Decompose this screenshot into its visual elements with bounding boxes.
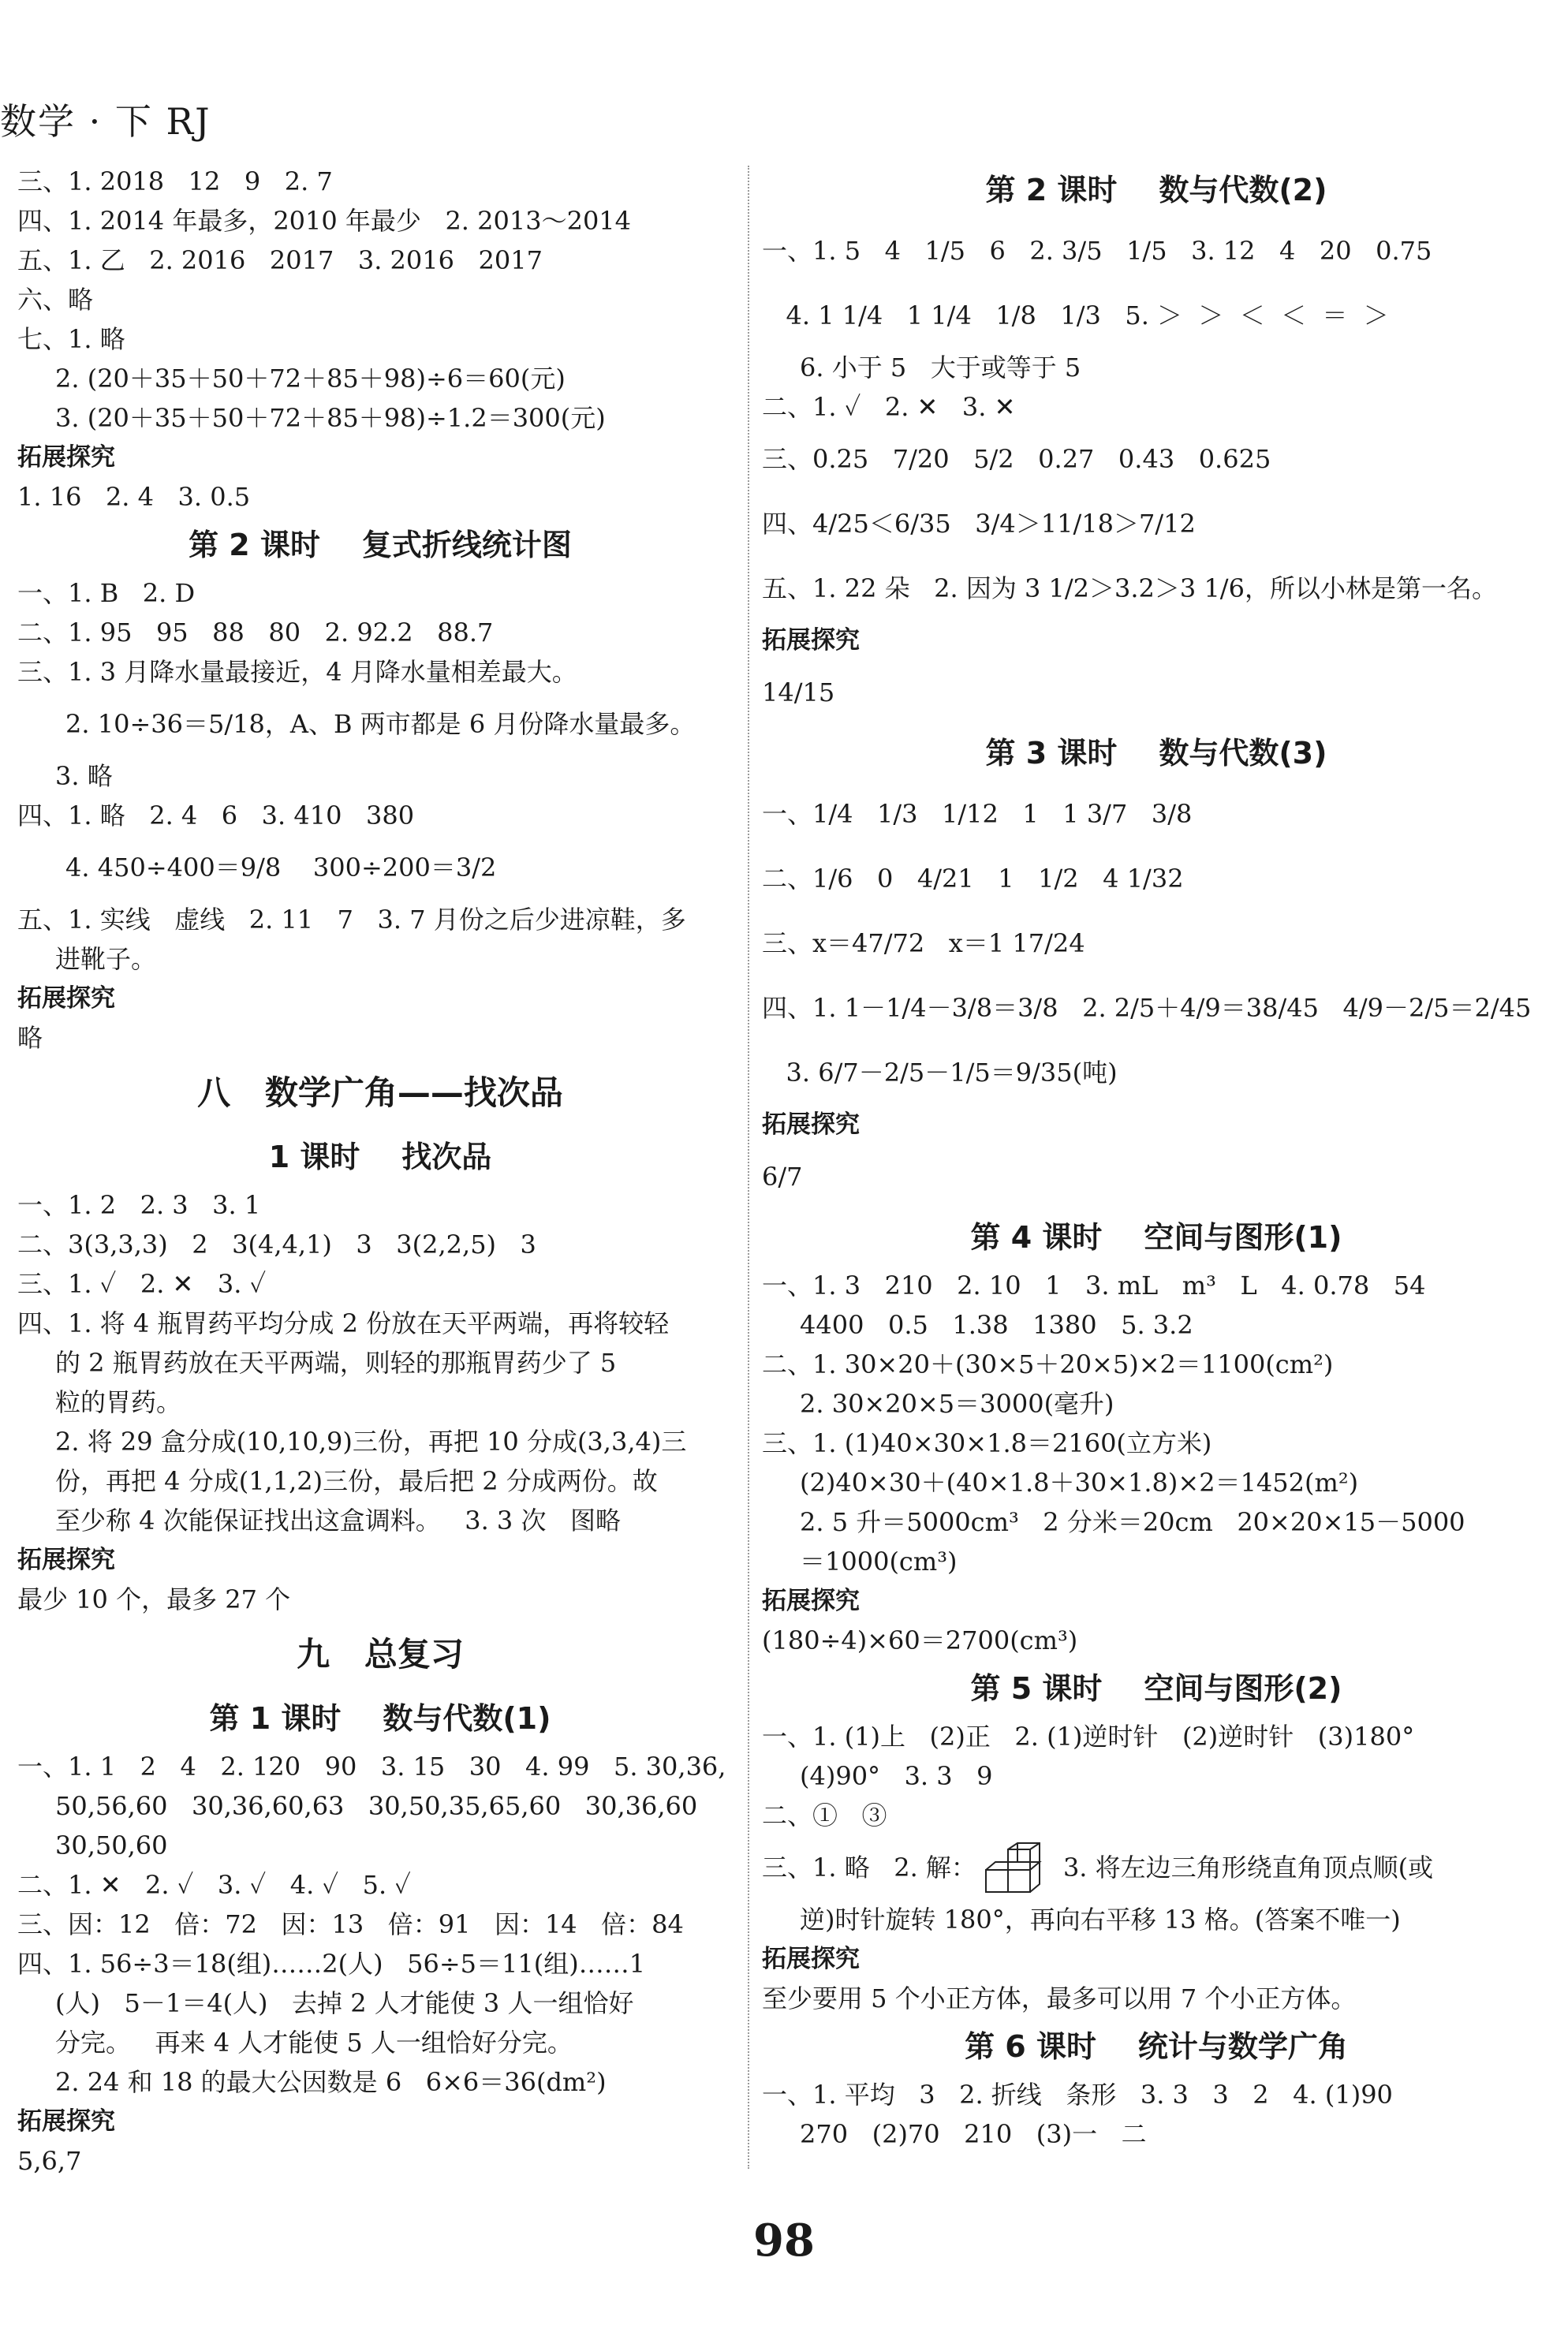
section-label: 拓展探究: [17, 1546, 115, 1574]
answer-line: 最少 10 个，最多 27 个: [17, 1584, 291, 1614]
page-number: 98: [753, 2215, 815, 2267]
answer-line: 三、1. 2018 12 9 2. 7: [17, 166, 333, 196]
answer-line: 二、3(3,3,3) 2 3(4,4,1) 3 3(2,2,5) 3: [17, 1230, 536, 1259]
answer-line: 三、因：12 倍：72 因：13 倍：91 因：14 倍：84: [17, 1909, 684, 1939]
answer-line: 2. 5 升＝5000cm³ 2 分米＝20cm 20×20×15－5000: [800, 1507, 1465, 1537]
column-divider: [748, 166, 749, 2169]
answer-line: 一、1. B 2. D: [17, 578, 196, 608]
answer-line: 进靴子。: [55, 944, 157, 974]
section-label: 拓展探究: [17, 2107, 115, 2136]
answer-line: (人) 5－1＝4(人) 去掉 2 人才能使 3 人一组恰好: [55, 1988, 634, 2018]
section-label: 拓展探究: [762, 1945, 860, 1973]
answer-line: 至少要用 5 个小正方体，最多可以用 7 个小正方体。: [762, 1983, 1357, 2013]
answer-line: 四、1. 1－1/4－3/8＝3/8 2. 2/5＋4/9＝38/45 4/9－2/5＝2/45: [762, 993, 1532, 1023]
lesson-title: 1 课时 找次品: [268, 1140, 492, 1174]
answer-line: 二、1. 95 95 88 80 2. 92.2 88.7: [17, 618, 494, 647]
answer-text: 3. 将左边三角形绕直角顶点顺(或: [1062, 1853, 1434, 1883]
chapter-title: 八 数学广角——找次品: [197, 1073, 563, 1112]
answer-line: 2. 将 29 盒分成(10,10,9)三份，再把 10 分成(3,3,4)三: [55, 1427, 687, 1457]
answer-line: 三、x＝47/72 x＝1 17/24: [762, 928, 1085, 958]
answer-line: 一、1. 1 2 4 2. 120 90 3. 15 30 4. 99 5. 30,36,: [17, 1752, 726, 1782]
answer-line: 三、1. ✓ 2. ✕ 3. ✓: [17, 1269, 267, 1299]
answer-line: 3. 6/7－2/5－1/5＝9/35(吨): [762, 1058, 1118, 1088]
answer-line: (2)40×30＋(40×1.8＋30×1.8)×2＝1452(m²): [800, 1468, 1359, 1498]
answer-line: 六、略: [17, 285, 94, 315]
answer-line: 的 2 瓶胃药放在天平两端，则轻的那瓶胃药少了 5: [55, 1348, 617, 1378]
answer-line: 二、1/6 0 4/21 1 1/2 4 1/32: [762, 864, 1184, 894]
left-column: [17, 162, 743, 2181]
lesson-title: 第 5 课时 空间与图形(2): [970, 1671, 1342, 1706]
answer-line: 五、1. 实线 虚线 2. 11 7 3. 7 月份之后少进凉鞋，多: [17, 905, 686, 935]
answer-line: (180÷4)×60＝2700(cm³): [762, 1625, 1078, 1655]
answer-line: 四、1. 将 4 瓶胃药平均分成 2 份放在天平两端，再将较轻: [17, 1308, 670, 1338]
cube-stack-figure: [984, 1842, 1055, 1894]
answer-line: (4)90° 3. 3 9: [800, 1761, 993, 1791]
answer-line: 七、1. 略: [17, 324, 125, 354]
answer-line: 一、1. 平均 3 2. 折线 条形 3. 3 3 2 4. (1)90: [762, 2080, 1393, 2110]
lesson-title: 第 6 课时 统计与数学广角: [965, 2029, 1348, 2064]
answer-line: [762, 1835, 1551, 1900]
chapter-title: 九 总复习: [297, 1635, 464, 1674]
answer-line: 四、1. 2014 年最多，2010 年最少 2. 2013～2014: [17, 206, 632, 236]
lesson-title: 第 2 课时 复式折线统计图: [189, 528, 572, 562]
section-label: 拓展探究: [17, 443, 115, 472]
answer-line: 份，再把 4 分成(1,1,2)三份，最后把 2 分成两份。故: [55, 1466, 658, 1496]
answer-line: 4. 450÷400＝9/8 300÷200＝3/2: [17, 853, 497, 883]
answer-line: 一、1. 2 2. 3 3. 1: [17, 1190, 261, 1220]
answer-line: 二、1. 30×20＋(30×5＋20×5)×2＝1100(cm²): [762, 1349, 1334, 1379]
answer-line: 四、4/25＜6/35 3/4＞11/18＞7/12: [762, 509, 1196, 539]
right-column: [762, 162, 1551, 2154]
answer-line: 50,56,60 30,36,60,63 30,50,35,65,60 30,36,60: [55, 1791, 698, 1821]
answer-line: ＝1000(cm³): [800, 1547, 958, 1577]
answer-line: 分完。 再来 4 人才能使 5 人一组恰好分完。: [55, 2028, 573, 2058]
lesson-title: 第 4 课时 空间与图形(1): [970, 1220, 1342, 1255]
answer-line: 二、1. ✕ 2. ✓ 3. ✓ 4. ✓ 5. ✓: [17, 1870, 411, 1900]
lesson-title: 第 1 课时 数与代数(1): [209, 1701, 551, 1736]
answer-line: 2. (20＋35＋50＋72＋85＋98)÷6＝60(元): [55, 364, 566, 394]
answer-line: 逆)时针旋转 180°，再向右平移 13 格。(答案不唯一): [800, 1905, 1401, 1935]
answer-line: 四、1. 56÷3＝18(组)……2(人) 56÷5＝11(组)……1: [17, 1949, 646, 1979]
answer-line: 三、1. 3 月降水量最接近，4 月降水量相差最大。: [17, 657, 577, 687]
header-title: 数学 · 下 RJ: [0, 100, 211, 143]
answer-line: 一、1. (1)上 (2)正 2. (1)逆时针 (2)逆时针 (3)180°: [762, 1722, 1415, 1752]
answer-line: 至少称 4 次能保证找出这盒调料。 3. 3 次 图略: [55, 1506, 621, 1536]
answer-line: 3. 略: [55, 761, 113, 791]
answer-line: 5,6,7: [17, 2146, 82, 2176]
answer-line: 三、1. (1)40×30×1.8＝2160(立方米): [762, 1428, 1212, 1458]
answer-line: 一、1. 5 4 1/5 6 2. 3/5 1/5 3. 12 4 20 0.75: [762, 236, 1432, 266]
answer-line: 270 (2)70 210 (3)一 二: [800, 2119, 1147, 2149]
section-label: 拓展探究: [762, 1110, 860, 1139]
answer-line: 1. 16 2. 4 3. 0.5: [17, 482, 251, 512]
answer-line: 三、0.25 7/20 5/2 0.27 0.43 0.625: [762, 444, 1271, 474]
answer-line: 四、1. 略 2. 4 6 3. 410 380: [17, 800, 415, 830]
answer-line: 略: [17, 1023, 43, 1053]
lesson-title: 第 2 课时 数与代数(2): [985, 173, 1327, 207]
lesson-title: 第 3 课时 数与代数(3): [985, 736, 1327, 771]
section-label: 拓展探究: [17, 984, 115, 1013]
answer-line: 4. 1 1/4 1 1/4 1/8 1/3 5. ＞ ＞ ＜ ＜ ＝ ＞: [762, 300, 1389, 330]
answer-line: 14/15: [762, 677, 835, 707]
answer-line: 6. 小于 5 大于或等于 5: [800, 353, 1081, 382]
answer-line: 4400 0.5 1.38 1380 5. 3.2: [800, 1310, 1193, 1340]
answer-line: 一、1. 3 210 2. 10 1 3. mL m³ L 4. 0.78 54: [762, 1271, 1426, 1300]
answer-line: 粒的胃药。: [55, 1387, 182, 1417]
answer-line: 2. 24 和 18 的最大公因数是 6 6×6＝36(dm²): [55, 2067, 607, 2097]
answer-line: 6/7: [762, 1162, 803, 1192]
answer-line: 2. 30×20×5＝3000(毫升): [800, 1389, 1114, 1419]
answer-line: 2. 10÷36＝5/18，A、B 两市都是 6 月份降水量最多。: [17, 709, 696, 739]
answer-line: 3. (20＋35＋50＋72＋85＋98)÷1.2＝300(元): [55, 403, 606, 433]
answer-text: 三、1. 略 2. 解：: [762, 1853, 976, 1883]
answer-line: 二、1. ✓ 2. ✕ 3. ✕: [762, 392, 1016, 422]
section-label: 拓展探究: [762, 1587, 860, 1615]
answer-line: 一、1/4 1/3 1/12 1 1 3/7 3/8: [762, 799, 1193, 829]
answer-line: 五、1. 乙 2. 2016 2017 3. 2016 2017: [17, 245, 543, 275]
answer-line: 五、1. 22 朵 2. 因为 3 1/2＞3.2＞3 1/6，所以小林是第一名。: [762, 573, 1497, 603]
answer-line: 30,50,60: [55, 1830, 168, 1860]
section-label: 拓展探究: [762, 626, 860, 655]
answer-line: 二、① ③: [762, 1801, 887, 1830]
